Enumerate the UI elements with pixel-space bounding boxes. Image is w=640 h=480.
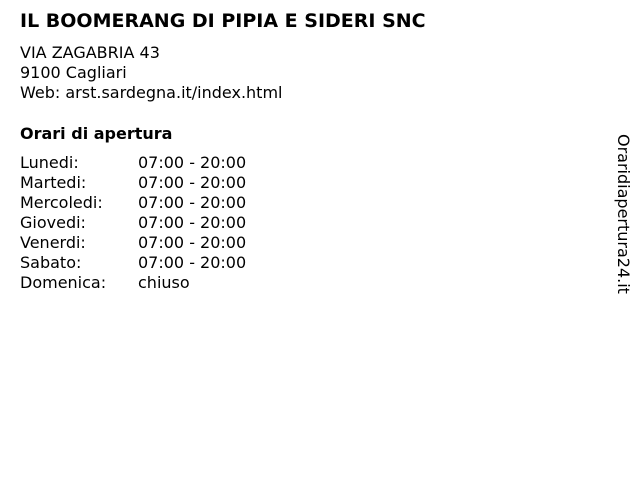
business-address [20, 43, 282, 103]
day-label: Lunedi: [20, 153, 79, 172]
website-link[interactable]: Web: arst.sardegna.it/index.html [20, 83, 283, 102]
address-street: VIA ZAGABRIA 43 [20, 43, 160, 62]
site-brand-watermark: Oraridiapertura24.it [614, 134, 633, 294]
day-label: Mercoledi: [20, 193, 103, 212]
day-label: Domenica: [20, 273, 107, 292]
time-range: 07:00 - 20:00 [138, 193, 247, 212]
day-label: Venerdi: [20, 233, 86, 252]
time-range: 07:00 - 20:00 [138, 213, 247, 232]
address-city: 9100 Cagliari [20, 63, 127, 82]
business-name: IL BOOMERANG DI PIPIA E SIDERI SNC [20, 10, 426, 32]
day-label: Sabato: [20, 253, 82, 272]
time-range: 07:00 - 20:00 [138, 233, 247, 252]
time-range: 07:00 - 20:00 [138, 153, 247, 172]
time-range: 07:00 - 20:00 [138, 173, 247, 192]
day-label: Giovedi: [20, 213, 86, 232]
time-range: 07:00 - 20:00 [138, 253, 247, 272]
day-label: Martedi: [20, 173, 87, 192]
time-range: chiuso [138, 273, 190, 292]
opening-hours-heading: Orari di apertura [20, 124, 173, 143]
